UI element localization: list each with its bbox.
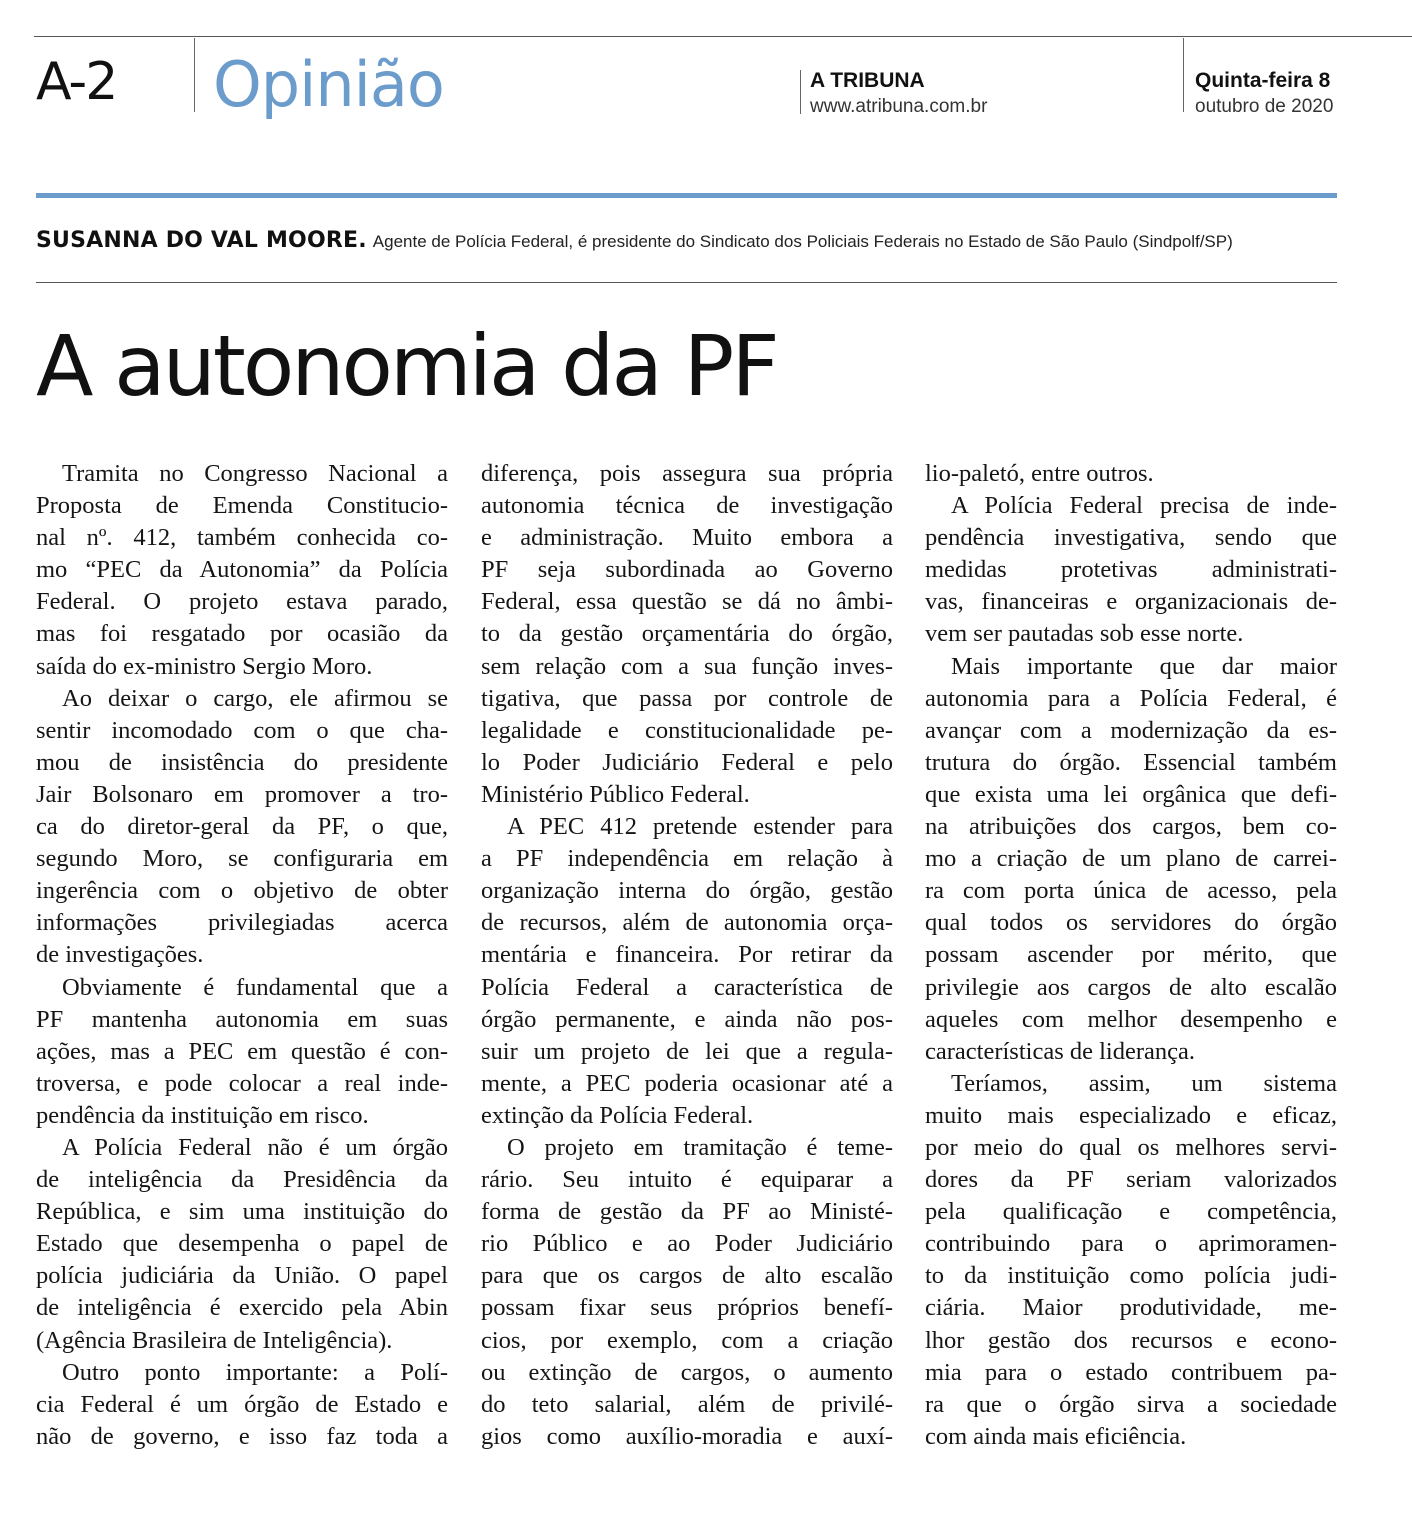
header-divider bbox=[1183, 38, 1184, 112]
issue-weekday: Quinta-feira 8 bbox=[1195, 69, 1331, 92]
article-text-line: saída do ex-ministro Sergio Moro. bbox=[36, 652, 373, 680]
author-byline bbox=[36, 230, 1337, 252]
article-column-1 bbox=[36, 458, 448, 1453]
article-text-line: avançar com a modernização da es- bbox=[925, 716, 1337, 744]
article-text-line: ra com porta única de acesso, pela bbox=[925, 877, 1337, 905]
article-text-line: para que os cargos de alto escalão bbox=[481, 1262, 893, 1290]
article-text-line: Polícia Federal a característica de bbox=[481, 973, 893, 1001]
top-rule bbox=[34, 36, 1412, 37]
article-text-line: mo a criação de um plano de carrei- bbox=[925, 845, 1337, 873]
newspaper-name: A TRIBUNA bbox=[810, 69, 925, 92]
article-text-line: Federal. O projeto estava parado, bbox=[36, 588, 448, 616]
article-text-line: Federal, essa questão se dá no âmbi- bbox=[481, 588, 893, 616]
section-title: Opinião bbox=[213, 48, 444, 121]
author-description: Agente de Polícia Federal, é presidente do Sindicato dos Policiais Federais no Estado de São Paulo (Sindpolf/SP) bbox=[372, 232, 1233, 251]
page-number: A-2 bbox=[36, 52, 117, 112]
article-column-3 bbox=[925, 458, 1337, 1453]
article-text-line: mas foi resgatado por ocasião da bbox=[36, 620, 448, 648]
article-text-line: aqueles com melhor desempenho e bbox=[925, 1005, 1337, 1033]
author-name: SUSANNA DO VAL MOORE. bbox=[36, 228, 367, 253]
article-text-line: trutura do órgão. Essencial também bbox=[925, 748, 1337, 776]
article-text-line: mia para o estado contribuem pa- bbox=[925, 1358, 1337, 1386]
author-rule bbox=[36, 282, 1337, 283]
article-text-line: Ao deixar o cargo, ele afirmou se bbox=[62, 684, 448, 712]
article-text-line: por meio do qual os melhores servi- bbox=[925, 1133, 1337, 1161]
article-text-line: vem ser pautadas sob esse norte. bbox=[925, 620, 1244, 648]
article-text-line: O projeto em tramitação é teme- bbox=[507, 1133, 893, 1161]
article-text-line: extinção da Polícia Federal. bbox=[481, 1101, 754, 1129]
article-text-line: Jair Bolsonaro em promover a tro- bbox=[36, 780, 448, 808]
article-text-line: ações, mas a PEC em questão é con- bbox=[36, 1037, 448, 1065]
article-text-line: características de liderança. bbox=[925, 1037, 1196, 1065]
article-text-line: mentária e financeira. Por retirar da bbox=[481, 941, 893, 969]
article-text-line: Estado que desempenha o papel de bbox=[36, 1230, 448, 1258]
article-text-line: informações privilegiadas acerca bbox=[36, 909, 448, 937]
article-text-line: República, e sim uma instituição do bbox=[36, 1198, 448, 1226]
article-text-line: tigativa, que passa por controle de bbox=[481, 684, 893, 712]
article-text-line: PF seja subordinada ao Governo bbox=[481, 556, 893, 584]
article-text-line: que exista uma lei orgânica que defi- bbox=[925, 780, 1337, 808]
article-text-line: (Agência Brasileira de Inteligência). bbox=[36, 1326, 393, 1354]
article-text-line: muito mais especializado e eficaz, bbox=[925, 1101, 1337, 1129]
newspaper-url: www.atribuna.com.br bbox=[810, 96, 988, 117]
article-text-line: organização interna do órgão, gestão bbox=[481, 877, 893, 905]
article-text-line: ou extinção de cargos, o aumento bbox=[481, 1358, 893, 1386]
article-text-line: autonomia técnica de investigação bbox=[481, 492, 893, 520]
article-text-line: sentir incomodado com o que cha- bbox=[36, 716, 448, 744]
article-text-line: PF mantenha autonomia em suas bbox=[36, 1005, 448, 1033]
article-text-line: gios como auxílio-moradia e auxí- bbox=[481, 1422, 893, 1450]
article-text-line: de inteligência da Presidência da bbox=[36, 1166, 448, 1194]
article-text-line: nal nº. 412, também conhecida co- bbox=[36, 524, 448, 552]
article-text-line: e administração. Muito embora a bbox=[481, 524, 893, 552]
article-text-line: segundo Moro, se configuraria em bbox=[36, 845, 448, 873]
article-text-line: Ministério Público Federal. bbox=[481, 780, 750, 808]
article-text-line: dores da PF seriam valorizados bbox=[925, 1166, 1337, 1194]
article-text-line: to da instituição como polícia judi- bbox=[925, 1262, 1337, 1290]
article-text-line: órgão permanente, e ainda não pos- bbox=[481, 1005, 893, 1033]
article-text-line: A Polícia Federal não é um órgão bbox=[62, 1133, 448, 1161]
article-text-line: mente, a PEC poderia ocasionar até a bbox=[481, 1069, 893, 1097]
article-text-line: não de governo, e isso faz toda a bbox=[36, 1422, 448, 1450]
header-divider bbox=[194, 38, 195, 112]
article-text-line: sem relação com a sua função inves- bbox=[481, 652, 893, 680]
article-text-line: qual todos os servidores do órgão bbox=[925, 909, 1337, 937]
article-text-line: de recursos, além de autonomia orça- bbox=[481, 909, 893, 937]
article-text-line: A PEC 412 pretende estender para bbox=[507, 813, 893, 841]
article-text-line: contribuindo para o aprimoramen- bbox=[925, 1230, 1337, 1258]
article-text-line: lhor gestão dos recursos e econo- bbox=[925, 1326, 1337, 1354]
article-text-line: mo “PEC da Autonomia” da Polícia bbox=[36, 556, 448, 584]
article-text-line: com ainda mais eficiência. bbox=[925, 1422, 1187, 1450]
article-headline: A autonomia da PF bbox=[36, 317, 777, 415]
article-text-line: pendência investigativa, sendo que bbox=[925, 524, 1337, 552]
article-text-line: Outro ponto importante: a Polí- bbox=[62, 1358, 448, 1386]
article-text-line: legalidade e constitucionalidade pe- bbox=[481, 716, 893, 744]
article-text-line: Obviamente é fundamental que a bbox=[62, 973, 448, 1001]
article-text-line: ca do diretor-geral da PF, o que, bbox=[36, 813, 448, 841]
article-text-line: pela qualificação e competência, bbox=[925, 1198, 1337, 1226]
article-text-line: diferença, pois assegura sua própria bbox=[481, 460, 893, 487]
article-text-line: pendência da instituição em risco. bbox=[36, 1101, 369, 1129]
article-text-line: Proposta de Emenda Constitucio- bbox=[36, 492, 448, 520]
article-text-line: rário. Seu intuito é equiparar a bbox=[481, 1166, 893, 1194]
header-divider bbox=[800, 70, 801, 114]
article-text-line: lio-paletó, entre outros. bbox=[925, 460, 1154, 487]
article-text-line: mou de insistência do presidente bbox=[36, 748, 448, 776]
article-text-line: troversa, e pode colocar a real inde- bbox=[36, 1069, 448, 1097]
article-text-line: privilegie aos cargos de alto escalão bbox=[925, 973, 1337, 1001]
article-text-line: forma de gestão da PF ao Ministé- bbox=[481, 1198, 893, 1226]
article-text-line: rio Público e ao Poder Judiciário bbox=[481, 1230, 893, 1258]
section-accent-bar bbox=[36, 193, 1337, 198]
article-text-line: to da gestão orçamentária do órgão, bbox=[481, 620, 893, 648]
article-text-line: do teto salarial, além de privilé- bbox=[481, 1390, 893, 1418]
article-text-line: polícia judiciária da União. O papel bbox=[36, 1262, 448, 1290]
article-text-line: cia Federal é um órgão de Estado e bbox=[36, 1390, 448, 1418]
article-text-line: possam fixar seus próprios benefí- bbox=[481, 1294, 893, 1322]
article-text-line: medidas protetivas administrati- bbox=[925, 556, 1337, 584]
article-text-line: de inteligência é exercido pela Abin bbox=[36, 1294, 448, 1322]
article-text-line: suir um projeto de lei que a regula- bbox=[481, 1037, 893, 1065]
article-text-line: ra que o órgão sirva a sociedade bbox=[925, 1390, 1337, 1418]
article-text-line: lo Poder Judiciário Federal e pelo bbox=[481, 748, 893, 776]
article-text-line: de investigações. bbox=[36, 941, 204, 969]
article-text-line: cios, por exemplo, com a criação bbox=[481, 1326, 893, 1354]
article-text-line: na atribuições dos cargos, bem co- bbox=[925, 813, 1337, 841]
article-text-line: Mais importante que dar maior bbox=[951, 652, 1337, 680]
article-text-line: vas, financeiras e organizacionais de- bbox=[925, 588, 1337, 616]
article-text-line: ciária. Maior produtividade, me- bbox=[925, 1294, 1337, 1322]
issue-month-year: outubro de 2020 bbox=[1195, 96, 1334, 117]
article-text-line: ingerência com o objetivo de obter bbox=[36, 877, 448, 905]
article-text-line: Tramita no Congresso Nacional a bbox=[62, 460, 448, 487]
article-text-line: a PF independência em relação à bbox=[481, 845, 893, 873]
article-text-line: possam ascender por mérito, que bbox=[925, 941, 1337, 969]
article-text-line: autonomia para a Polícia Federal, é bbox=[925, 684, 1337, 712]
article-text-line: A Polícia Federal precisa de inde- bbox=[951, 492, 1337, 520]
article-text-line: Teríamos, assim, um sistema bbox=[951, 1069, 1337, 1097]
article-column-2 bbox=[481, 458, 893, 1453]
